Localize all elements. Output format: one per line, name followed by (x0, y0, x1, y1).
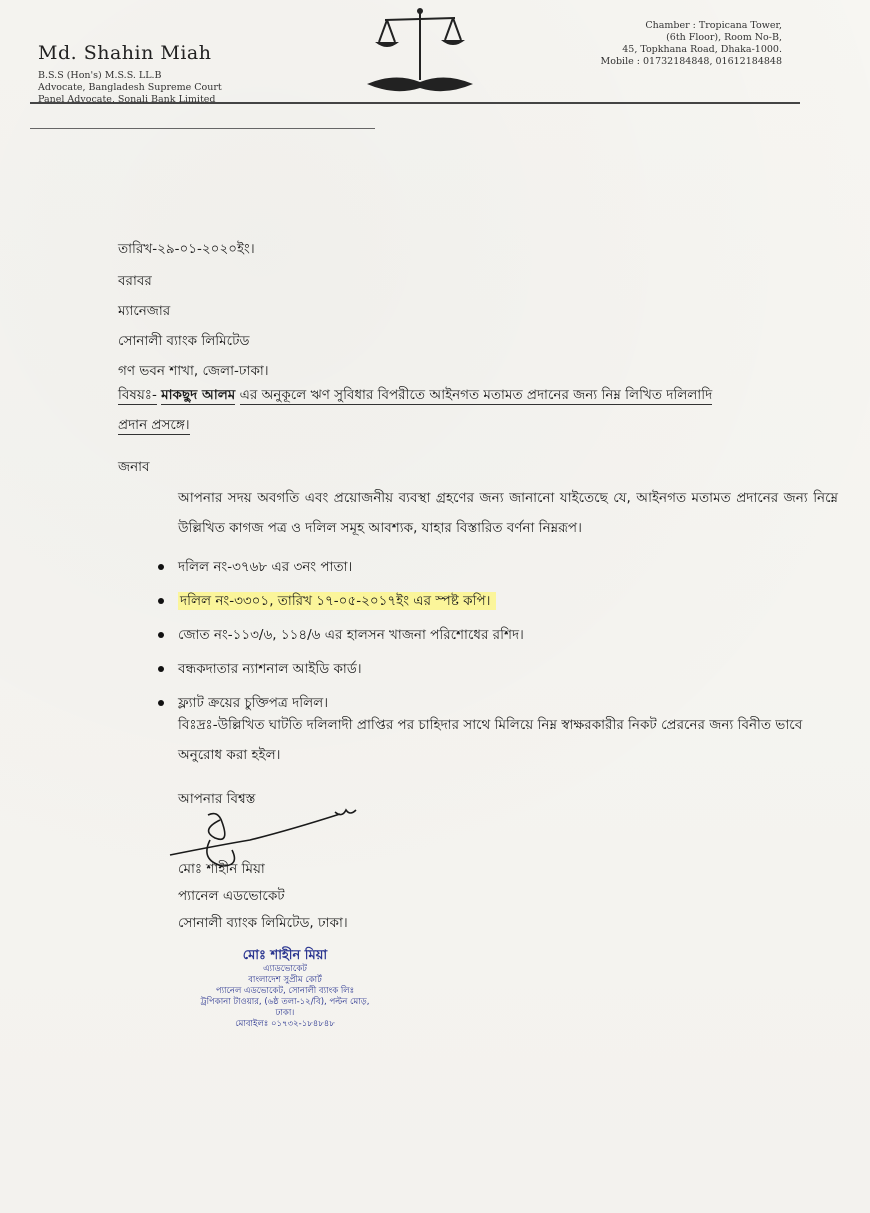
letter-date: তারিখ-২৯-০১-২০২০ইং। (118, 241, 255, 257)
subject-text: এর অনুকূলে ঋণ সুবিধার বিপরীতে আইনগত মতামত প্রদানের জন্য নিম্ন লিখিত দলিলাদি (239, 387, 713, 403)
letterhead-subdivider (30, 128, 375, 129)
list-item: জোত নং-১১৩/৬, ১১৪/৬ এর হালসন খাজনা পরিশোধের রশিদ। (158, 618, 838, 652)
stamp-line: ট্রপিকানা টাওয়ার, (৬ষ্ঠ তলা-১২/বি), পল্টন মোড়, ঢাকা। (200, 997, 370, 1018)
signer-org: সোনালী ব্যাংক লিমিটেড, ঢাকা। (178, 915, 348, 931)
signer-name: মোঃ শাহীন মিয়া (178, 861, 265, 877)
list-item: বন্ধকদাতার ন্যাশনাল আইডি কার্ড। (158, 652, 838, 686)
stamp-line: এ্যাডভোকেট (263, 964, 307, 974)
qualification-line: B.S.S (Hon's) M.S.S. LL.B (38, 70, 162, 81)
panel-line: Panel Advocate, Sonali Bank Limited (38, 94, 216, 105)
chamber-line: Chamber : Tropicana Tower, (645, 20, 782, 31)
main-paragraph: আপনার সদয় অবগতি এবং প্রয়োজনীয় ব্যবস্থা গ্রহণের জন্য জানানো যাইতেছে যে, আইনগত মতামত প্রদানের জন্য নিম্নে উল্লিখিত কাগজ পত্র ও দলিল সমূহ আবশ্যক, যাহার বিস্তারিত বর্ণনা নিম্নরূপ। (178, 490, 838, 536)
list-item: দলিল নং-৩৭৬৮ এর ৩নং পাতা। (158, 550, 838, 584)
advocate-stamp (195, 948, 375, 1030)
stamp-line: বাংলাদেশ সুপ্রীম কোর্ট (248, 975, 322, 985)
recipient-branch: গণ ভবন শাখা, জেলা-ঢাকা। (118, 363, 269, 379)
mobile-line: Mobile : 01732184848, 01612184848 (600, 56, 782, 67)
title-line: Advocate, Bangladesh Supreme Court (38, 82, 222, 93)
highlighted-item: দলিল নং-৩৩০১, তারিখ ১৭-০৫-২০১৭ইং এর স্পষ্ট কপি। (178, 592, 496, 610)
scales-of-justice-icon (365, 6, 475, 104)
subject-label: বিষয়ঃ- (118, 387, 157, 403)
floor-line: (6th Floor), Room No-B, (666, 32, 782, 43)
letterhead-right (601, 20, 782, 68)
salutation-to: বরাবর (118, 273, 152, 289)
subject-text-end: প্রদান প্রসঙ্গে। (118, 417, 190, 433)
subject-name: মাকছুদ আলম (161, 387, 236, 403)
stamp-name: মোঃ শাহীন মিয়া (242, 948, 328, 963)
closing: আপনার বিশ্বস্ত (178, 791, 256, 807)
advocate-name: Md. Shahin Miah (38, 42, 212, 64)
recipient-bank: সোনালী ব্যাংক লিমিটেড (118, 333, 250, 349)
stamp-line: মোবাইলঃ ০১৭৩২-১৮৪৮৪৮ (235, 1019, 335, 1029)
letterhead-divider (30, 102, 800, 104)
subject (118, 380, 838, 440)
recipient-title: ম্যানেজার (118, 303, 171, 319)
handwritten-signature (160, 800, 360, 870)
document-list (158, 550, 838, 720)
note: বিঃদ্রঃ-উল্লিখিত ঘাটতি দলিলাদী প্রাপ্তির পর চাহিদার সাথে মিলিয়ে নিম্ন স্বাক্ষরকারীর নিকট প্রেরনের জন্য বিনীত ভাবে অনুরোধ করা হইল। (178, 717, 803, 763)
list-item (158, 584, 838, 618)
road-line: 45, Topkhana Road, Dhaka-1000. (622, 44, 782, 55)
greeting: জনাব (118, 459, 150, 475)
stamp-line: প্যানেল এডভোকেট, সোনালী ব্যাংক লিঃ (215, 986, 355, 996)
letterhead-left (38, 42, 222, 106)
list-item: ফ্ল্যাট ক্রয়ের চুক্তিপত্র দলিল। (158, 686, 838, 720)
signer-title: প্যানেল এডভোকেট (178, 888, 285, 904)
